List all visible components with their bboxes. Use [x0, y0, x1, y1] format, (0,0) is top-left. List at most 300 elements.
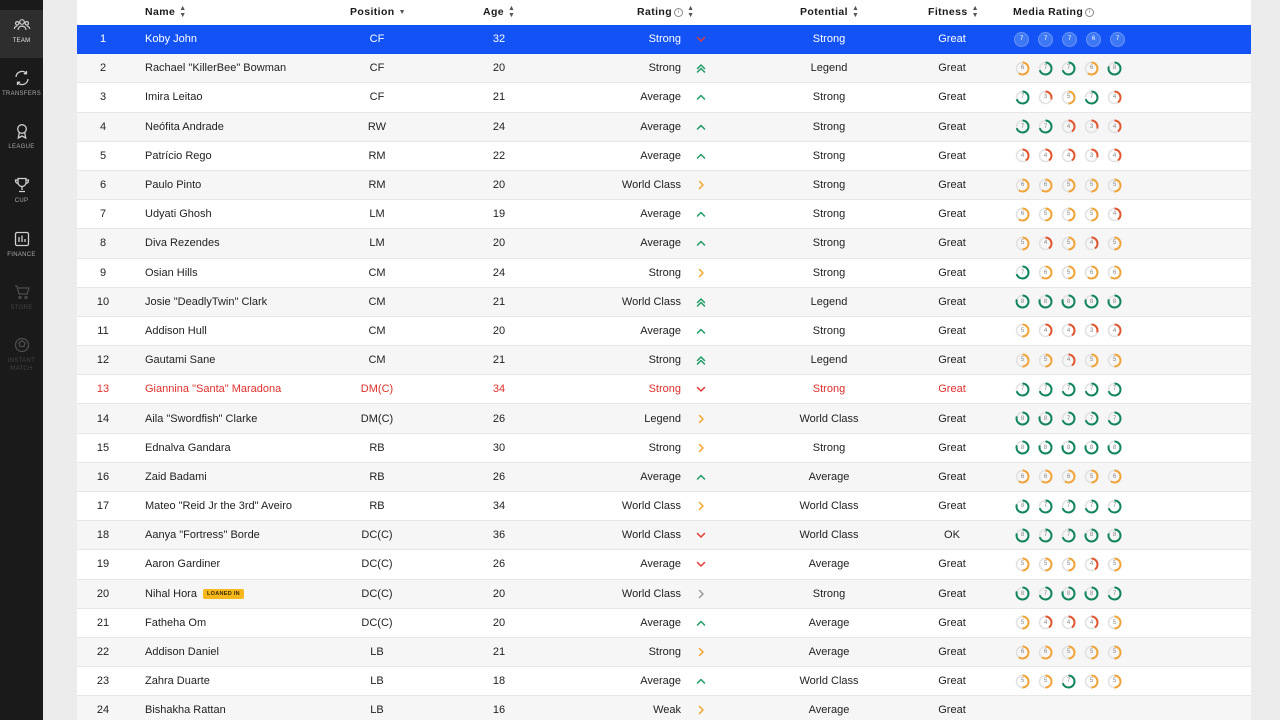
- player-rating: World Class: [621, 500, 681, 513]
- sidebar-nav: [0, 0, 43, 720]
- media-rating-dial: [1107, 411, 1122, 426]
- media-rating-dial: [1107, 499, 1122, 514]
- media-rating-dial: [1015, 411, 1030, 426]
- chevron-right-icon: [694, 178, 708, 192]
- media-rating-value: 5: [1043, 561, 1048, 568]
- media-rating-value: 5: [1089, 649, 1094, 656]
- media-rating-value: 4: [1112, 123, 1117, 130]
- player-position: DC(C): [361, 616, 393, 629]
- player-name-text: Diva Rezendes: [145, 237, 220, 250]
- table-row[interactable]: [77, 609, 1251, 638]
- media-rating-dial: [1084, 645, 1099, 660]
- table-row[interactable]: [77, 229, 1251, 258]
- rating-trend: [691, 463, 711, 491]
- media-rating-value: 7: [1043, 123, 1048, 130]
- media-rating-dial: [1084, 236, 1099, 251]
- table-row[interactable]: [77, 171, 1251, 200]
- player-rating: World Class: [621, 587, 681, 600]
- table-row[interactable]: [77, 25, 1251, 54]
- column-header-position[interactable]: [350, 0, 406, 24]
- row-number: 2: [99, 62, 107, 75]
- media-rating: [1015, 200, 1145, 228]
- media-rating-value: 4: [1043, 240, 1048, 247]
- column-header-fitness[interactable]: [928, 0, 979, 24]
- media-rating-value: 5: [1089, 678, 1094, 685]
- media-rating-value: 4: [1020, 152, 1025, 159]
- media-rating-value: 5: [1066, 649, 1071, 656]
- info-icon[interactable]: i: [1085, 8, 1094, 17]
- media-rating: [1015, 83, 1145, 111]
- column-header-position-label: Position: [350, 6, 395, 18]
- finance-icon: [13, 230, 31, 248]
- player-name: [145, 463, 345, 491]
- player-fitness: Great: [938, 354, 966, 367]
- player-fitness: Great: [938, 412, 966, 425]
- sidebar-item-cup[interactable]: [0, 170, 43, 218]
- media-rating-value: 8: [1020, 503, 1025, 510]
- media-rating-dial: [1038, 323, 1053, 338]
- media-rating-dial: [1107, 265, 1122, 280]
- rating-trend: [691, 667, 711, 695]
- player-age: 20: [492, 587, 506, 600]
- media-rating-dial: [1061, 207, 1076, 222]
- rating-trend: [691, 346, 711, 374]
- media-rating-value: 6: [1066, 473, 1071, 480]
- rating-trend: [691, 638, 711, 666]
- player-rating: Average: [640, 324, 681, 337]
- media-rating-value: 5: [1089, 211, 1094, 218]
- sidebar-item-label: TEAM: [12, 38, 31, 44]
- player-name: [145, 580, 345, 608]
- media-rating: [1015, 492, 1145, 520]
- player-age: 21: [492, 295, 506, 308]
- player-name-text: Mateo "Reid Jr the 3rd" Aveiro: [145, 500, 293, 513]
- column-header-age-label: Age: [483, 6, 505, 18]
- media-rating-value: 4: [1066, 619, 1071, 626]
- media-rating-dial: [1107, 119, 1122, 134]
- media-rating: [1015, 113, 1145, 141]
- player-potential: World Class: [799, 675, 859, 688]
- player-position: CM: [368, 324, 386, 337]
- table-row[interactable]: [77, 550, 1251, 579]
- rating-trend: [691, 521, 711, 549]
- media-rating-dial: [1038, 557, 1053, 572]
- player-name: [145, 229, 345, 257]
- table-row[interactable]: [77, 317, 1251, 346]
- player-position: CF: [369, 62, 385, 75]
- media-rating-dial: [1038, 119, 1053, 134]
- chevron-down-icon: [694, 32, 708, 46]
- media-rating-value: 3: [1089, 327, 1094, 334]
- media-rating-dial: [1015, 178, 1030, 193]
- rating-trend: [691, 580, 711, 608]
- player-name: [145, 113, 345, 141]
- media-rating: [1015, 229, 1145, 257]
- player-fitness: Great: [938, 558, 966, 571]
- player-position: DC(C): [361, 529, 393, 542]
- player-position: CM: [368, 295, 386, 308]
- rating-trend: [691, 404, 711, 432]
- store-icon: [13, 283, 31, 301]
- rating-trend: [691, 317, 711, 345]
- media-rating-value: 7: [1043, 590, 1048, 597]
- media-rating: [1015, 54, 1145, 82]
- media-rating-value: 8: [1020, 532, 1025, 539]
- media-rating-value: 8: [1112, 532, 1117, 539]
- row-number: 7: [99, 208, 107, 221]
- media-rating-value: 4: [1112, 94, 1117, 101]
- row-number: 19: [96, 558, 110, 571]
- player-position: DC(C): [361, 587, 393, 600]
- row-number: 5: [99, 149, 107, 162]
- chevron-up-icon: [694, 324, 708, 338]
- media-rating-value: 7: [1020, 94, 1025, 101]
- media-rating-value: 4: [1066, 123, 1071, 130]
- squad-table: [77, 0, 1251, 720]
- table-row[interactable]: [77, 463, 1251, 492]
- media-rating: [1015, 609, 1145, 637]
- player-name: [145, 288, 345, 316]
- media-rating-value: 7: [1043, 65, 1048, 72]
- player-name: [145, 142, 345, 170]
- player-name-text: Koby John: [145, 33, 197, 46]
- chevron-right-icon: [694, 266, 708, 280]
- media-rating-value: 7: [1089, 415, 1094, 422]
- media-rating-dial: [1107, 615, 1122, 630]
- media-rating-value: 6: [1020, 211, 1025, 218]
- media-rating-value: 6: [1043, 269, 1048, 276]
- media-rating-value: 5: [1020, 619, 1025, 626]
- sidebar-item-league[interactable]: [0, 116, 43, 164]
- row-number: 6: [99, 179, 107, 192]
- player-fitness: OK: [944, 529, 960, 542]
- media-rating-dial: [1084, 528, 1099, 543]
- media-rating-value: 5: [1112, 678, 1117, 685]
- player-potential: Strong: [812, 33, 846, 46]
- sidebar-item-finance[interactable]: [0, 224, 43, 272]
- player-rating: Weak: [653, 704, 681, 717]
- row-number: 4: [99, 120, 107, 133]
- table-row[interactable]: [77, 696, 1251, 720]
- player-rating: Strong: [648, 33, 681, 46]
- media-rating-dial: [1038, 207, 1053, 222]
- row-number: 9: [99, 266, 107, 279]
- media-rating: [1015, 25, 1145, 53]
- loaned-in-badge: LOANED IN: [203, 589, 244, 599]
- media-rating-dial: [1084, 353, 1099, 368]
- sort-descending-icon: ▼: [398, 8, 406, 16]
- media-rating-dial: [1061, 294, 1076, 309]
- media-rating-value: 7: [1020, 123, 1025, 130]
- player-name-text: Udyati Ghosh: [145, 208, 212, 221]
- media-rating-value: 4: [1089, 240, 1094, 247]
- player-age: 16: [492, 704, 506, 717]
- rating-trend: [691, 550, 711, 578]
- chevron-up-icon: [694, 236, 708, 250]
- row-number: 23: [96, 675, 110, 688]
- player-rating: World Class: [621, 529, 681, 542]
- sidebar-item-team[interactable]: [0, 10, 43, 58]
- rating-trend: [691, 25, 711, 53]
- media-rating-dial: [1038, 674, 1053, 689]
- media-rating-value: 6: [1020, 473, 1025, 480]
- rating-trend: [691, 54, 711, 82]
- media-rating-value: 8: [1066, 298, 1071, 305]
- info-icon[interactable]: i: [674, 8, 683, 17]
- row-number: 3: [99, 91, 107, 104]
- media-rating: [1015, 346, 1145, 374]
- table-row[interactable]: [77, 200, 1251, 229]
- media-rating-value: 6: [1089, 65, 1094, 72]
- media-rating-value: 7: [1020, 269, 1025, 276]
- player-name-text: Zahra Duarte: [145, 675, 210, 688]
- table-row[interactable]: [77, 404, 1251, 433]
- media-rating-value: 7: [1112, 590, 1117, 597]
- sidebar-item-label: TRANSFERS: [1, 91, 42, 97]
- media-rating-dial: [1015, 294, 1030, 309]
- media-rating-dial: [1038, 615, 1053, 630]
- media-rating-dial: [1084, 323, 1099, 338]
- media-rating-dial: [1038, 236, 1053, 251]
- media-rating-dial: [1061, 323, 1076, 338]
- chevron-right-icon: [694, 645, 708, 659]
- table-row[interactable]: [77, 83, 1251, 112]
- chevron-up-icon: [694, 149, 708, 163]
- media-rating-value: 7: [1020, 386, 1025, 393]
- media-rating-dial: [1015, 469, 1030, 484]
- media-rating-value: 5: [1112, 357, 1117, 364]
- player-fitness: Great: [938, 704, 966, 717]
- media-rating-dot: 7: [1063, 33, 1076, 46]
- player-potential: Average: [808, 470, 850, 483]
- column-header-rating-label: Rating: [637, 6, 673, 18]
- media-rating-value: 7: [1066, 678, 1071, 685]
- player-name: [145, 492, 345, 520]
- player-age: 30: [492, 441, 506, 454]
- column-header-name[interactable]: [145, 0, 187, 24]
- player-position: LM: [369, 208, 385, 221]
- player-rating: Strong: [648, 441, 681, 454]
- player-name-text: Ednalva Gandara: [145, 441, 231, 454]
- media-rating-value: 5: [1112, 649, 1117, 656]
- table-row[interactable]: [77, 434, 1251, 463]
- media-rating-dial: [1084, 294, 1099, 309]
- media-rating-dial: [1038, 528, 1053, 543]
- media-rating-dial: [1015, 61, 1030, 76]
- player-rating: Average: [640, 91, 681, 104]
- player-position: RM: [368, 179, 386, 192]
- player-potential: Average: [808, 616, 850, 629]
- media-rating-dial: [1107, 557, 1122, 572]
- player-name-text: Addison Daniel: [145, 646, 219, 659]
- player-name-text: Aanya "Fortress" Borde: [145, 529, 260, 542]
- media-rating-value: 4: [1089, 561, 1094, 568]
- media-rating-dial: [1084, 469, 1099, 484]
- table-row[interactable]: [77, 638, 1251, 667]
- player-fitness: Great: [938, 500, 966, 513]
- media-rating-value: 8: [1020, 444, 1025, 451]
- media-rating-value: 7: [1066, 532, 1071, 539]
- media-rating-value: 5: [1112, 561, 1117, 568]
- media-rating-dial: [1107, 148, 1122, 163]
- media-rating-value: 5: [1112, 619, 1117, 626]
- table-row[interactable]: [77, 375, 1251, 404]
- player-name-text: Giannina "Santa" Maradona: [145, 383, 282, 396]
- media-rating-dial: [1061, 61, 1076, 76]
- media-rating-dial: [1061, 528, 1076, 543]
- player-name-text: Gautami Sane: [145, 354, 216, 367]
- player-name-text: Osian Hills: [145, 266, 198, 279]
- player-position: DC(C): [361, 558, 393, 571]
- sidebar-item-transfers[interactable]: [0, 63, 43, 111]
- player-position: CM: [368, 266, 386, 279]
- media-rating-dial: [1015, 499, 1030, 514]
- chevron-right-icon: [694, 587, 708, 601]
- media-rating-dial: [1084, 674, 1099, 689]
- player-age: 36: [492, 529, 506, 542]
- player-name-text: Addison Hull: [145, 324, 207, 337]
- media-rating-dial: [1084, 440, 1099, 455]
- media-rating-value: 7: [1089, 503, 1094, 510]
- media-rating-dial: [1015, 90, 1030, 105]
- player-name: [145, 696, 345, 720]
- player-potential: Strong: [812, 179, 846, 192]
- media-rating-dial: [1107, 207, 1122, 222]
- chevron-up-icon: [694, 470, 708, 484]
- player-name: [145, 609, 345, 637]
- table-row[interactable]: [77, 259, 1251, 288]
- media-rating-dot: 7: [1039, 33, 1052, 46]
- table-row[interactable]: [77, 521, 1251, 550]
- player-potential: Legend: [810, 354, 848, 367]
- column-header-rating[interactable]: [637, 0, 694, 24]
- table-row[interactable]: [77, 492, 1251, 521]
- media-rating-value: 4: [1066, 152, 1071, 159]
- media-rating-value: 7: [1043, 503, 1048, 510]
- chevron-down-icon: [694, 557, 708, 571]
- player-name-text: Rachael "KillerBee" Bowman: [145, 62, 287, 75]
- media-rating-dial: [1015, 236, 1030, 251]
- player-name: [145, 638, 345, 666]
- media-rating-value: 7: [1112, 415, 1117, 422]
- media-rating-dial: [1061, 178, 1076, 193]
- player-potential: Average: [808, 704, 850, 717]
- media-rating-value: 5: [1020, 357, 1025, 364]
- player-rating: Strong: [648, 266, 681, 279]
- player-name-text: Fatheha Om: [145, 616, 207, 629]
- media-rating-value: 3: [1089, 152, 1094, 159]
- player-name-text: Nihal Hora: [145, 587, 197, 600]
- media-rating-dial: [1061, 645, 1076, 660]
- media-rating-value: 6: [1112, 269, 1117, 276]
- table-row[interactable]: [77, 54, 1251, 83]
- media-rating-dial: [1061, 557, 1076, 572]
- player-age: 20: [492, 616, 506, 629]
- chevron-down-icon: [694, 528, 708, 542]
- media-rating-dial: [1015, 645, 1030, 660]
- player-age: 19: [492, 208, 506, 221]
- table-row[interactable]: [77, 667, 1251, 696]
- player-fitness: Great: [938, 675, 966, 688]
- media-rating-value: 5: [1043, 211, 1048, 218]
- player-name: [145, 375, 345, 403]
- media-rating-value: 8: [1112, 65, 1117, 72]
- media-rating-dial: [1061, 148, 1076, 163]
- player-age: 20: [492, 179, 506, 192]
- table-row[interactable]: [77, 142, 1251, 171]
- chevron-down-icon: [694, 382, 708, 396]
- player-potential: World Class: [799, 529, 859, 542]
- chevron-up-icon: [694, 674, 708, 688]
- transfers-icon: [13, 69, 31, 87]
- media-rating-dial: [1038, 178, 1053, 193]
- table-row[interactable]: [77, 113, 1251, 142]
- player-rating: Strong: [648, 646, 681, 659]
- player-name-text: Zaid Badami: [145, 470, 207, 483]
- column-header-potential[interactable]: [800, 0, 859, 24]
- player-name-text: Imira Leitao: [145, 91, 203, 104]
- rating-trend: [691, 142, 711, 170]
- media-rating-value: 6: [1043, 182, 1048, 189]
- media-rating-value: 4: [1066, 357, 1071, 364]
- player-potential: Strong: [812, 208, 846, 221]
- media-rating-value: 8: [1020, 298, 1025, 305]
- media-rating-dial: [1107, 645, 1122, 660]
- media-rating-dial: [1107, 353, 1122, 368]
- table-row[interactable]: [77, 580, 1251, 609]
- player-fitness: Great: [938, 616, 966, 629]
- media-rating-value: 8: [1089, 298, 1094, 305]
- media-rating-dial: [1038, 265, 1053, 280]
- player-fitness: Great: [938, 91, 966, 104]
- cup-icon: [13, 176, 31, 194]
- table-body: [77, 25, 1251, 720]
- player-rating: Average: [640, 616, 681, 629]
- media-rating: [1015, 638, 1145, 666]
- media-rating: [1015, 521, 1145, 549]
- media-rating-dial: [1107, 440, 1122, 455]
- media-rating-value: 7: [1043, 386, 1048, 393]
- player-age: 21: [492, 354, 506, 367]
- player-potential: Strong: [812, 587, 846, 600]
- media-rating-dial: [1015, 119, 1030, 134]
- row-number: 11: [97, 324, 109, 337]
- player-rating: Average: [640, 237, 681, 250]
- table-row[interactable]: [77, 288, 1251, 317]
- player-position: RB: [369, 470, 385, 483]
- media-rating-dial: [1107, 236, 1122, 251]
- media-rating-dial: [1107, 178, 1122, 193]
- table-row[interactable]: [77, 346, 1251, 375]
- rating-trend: [691, 696, 711, 720]
- column-header-age[interactable]: [483, 0, 515, 24]
- player-rating: Strong: [648, 383, 681, 396]
- media-rating-value: 5: [1066, 211, 1071, 218]
- sidebar-item-instant-match: [0, 330, 43, 378]
- media-rating-value: 5: [1066, 561, 1071, 568]
- media-rating-dial: [1107, 528, 1122, 543]
- player-age: 20: [492, 324, 506, 337]
- chevron-up-icon: [694, 207, 708, 221]
- player-position: LM: [369, 237, 385, 250]
- player-potential: Strong: [812, 383, 846, 396]
- media-rating-dial: [1038, 499, 1053, 514]
- sidebar-item-label: FINANCE: [7, 252, 36, 258]
- double-chevron-up-icon: [694, 61, 708, 75]
- double-chevron-up-icon: [694, 353, 708, 367]
- player-potential: Strong: [812, 149, 846, 162]
- media-rating-dial: [1061, 674, 1076, 689]
